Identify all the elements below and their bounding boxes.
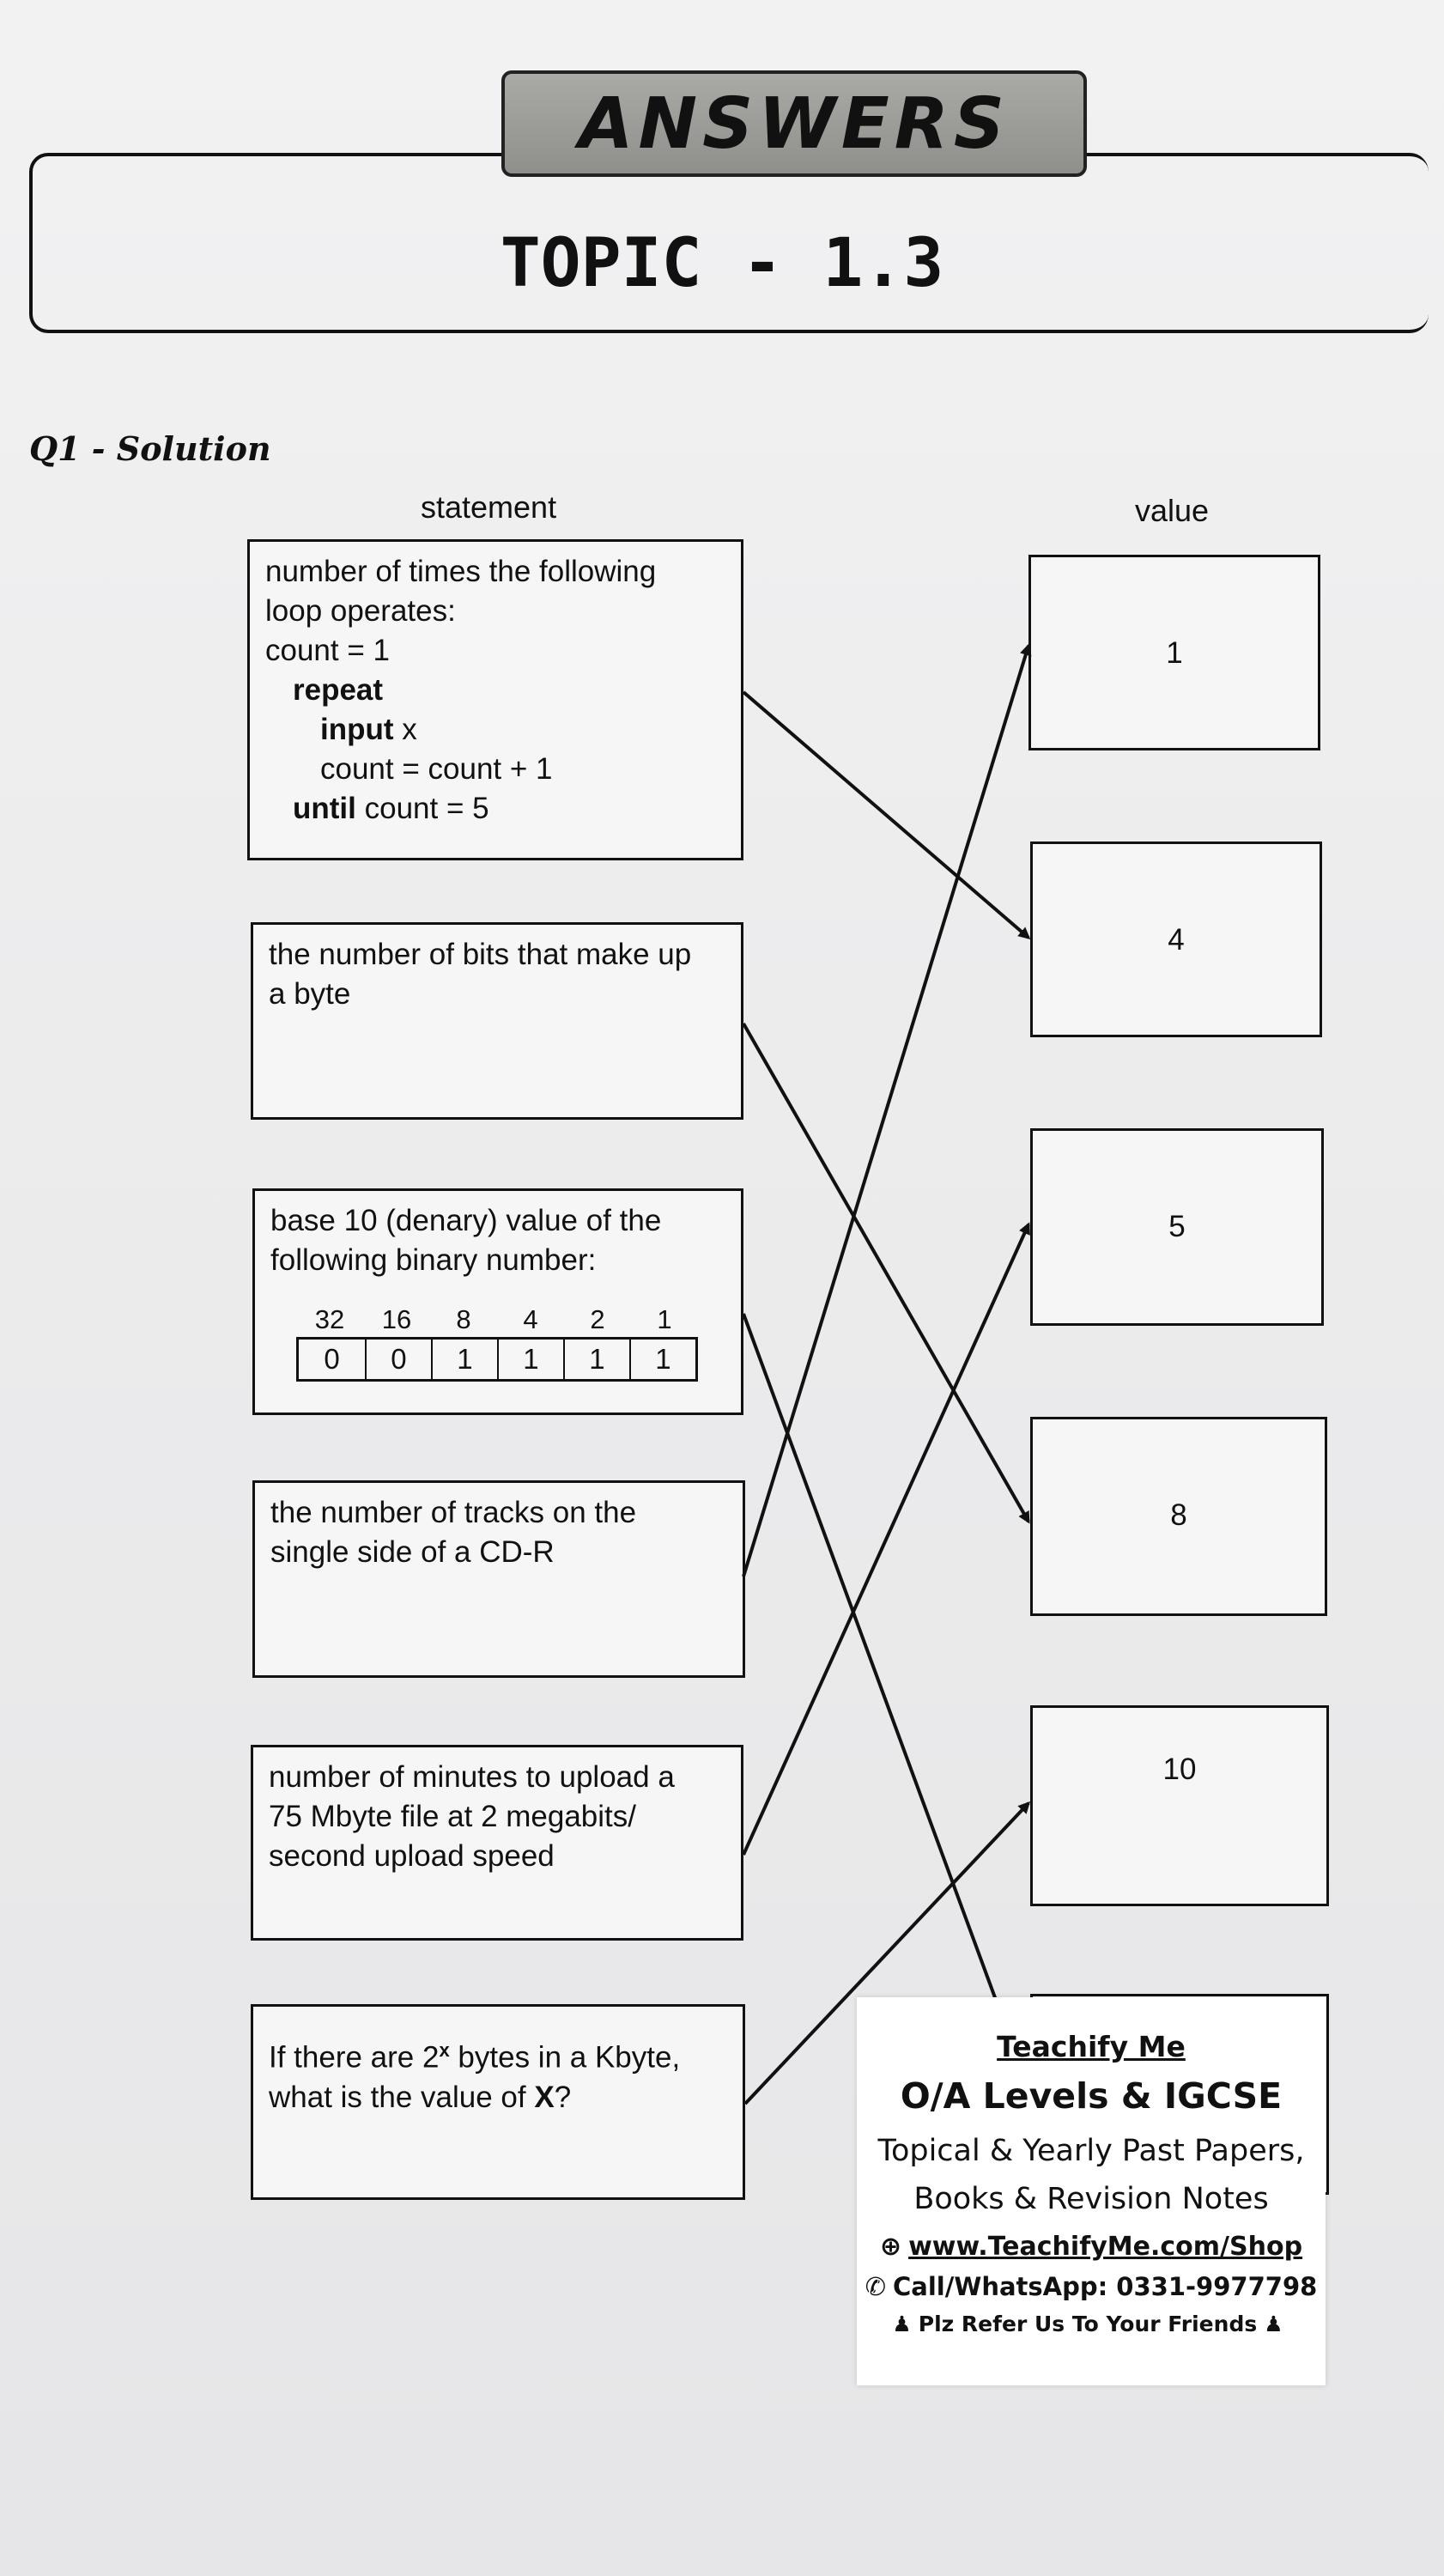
ad-line-1: Topical & Yearly Past Papers,	[877, 2134, 1305, 2168]
globe-icon: ⊕	[879, 2232, 902, 2262]
arrow-binary-to-hidden	[743, 1314, 999, 2009]
person-icon: ♟	[892, 2312, 912, 2336]
statement-line: base 10 (denary) value of the	[270, 1204, 662, 1237]
value-heading: value	[1135, 493, 1210, 528]
statement-line: 75 Mbyte file at 2 megabits/	[269, 1800, 636, 1833]
answers-banner-text: ANSWERS	[579, 82, 1010, 165]
value-text: 10	[1162, 1753, 1197, 1786]
statement-line: second upload speed	[269, 1839, 555, 1873]
question-title: Q1 - Solution	[29, 429, 271, 468]
place-value: 8	[456, 1304, 471, 1334]
value-text: 1	[1166, 636, 1183, 670]
statement-line: number of times the following	[265, 555, 657, 588]
value-text: 8	[1170, 1498, 1187, 1532]
statement-line: the number of bits that make up	[269, 938, 692, 971]
topic-title: TOPIC - 1.3	[500, 225, 944, 302]
ad-line-2: Books & Revision Notes	[913, 2182, 1269, 2216]
arrow-loop-to-4	[743, 692, 1028, 938]
ad-website[interactable]: ⊕ www.TeachifyMe.com/Shop	[879, 2232, 1303, 2262]
value-text: 5	[1168, 1210, 1186, 1243]
statement-line: If there are 2$^x$ bytes in a Kbyte,	[269, 2039, 681, 2075]
keyword-input: input	[320, 713, 394, 746]
place-value: 2	[590, 1304, 605, 1334]
statement-line: until count = 5	[293, 792, 489, 825]
place-value: 1	[657, 1304, 672, 1334]
statement-line: a byte	[269, 977, 351, 1011]
place-value: 32	[314, 1304, 345, 1334]
ad-headline: O/A Levels & IGCSE	[900, 2075, 1283, 2117]
binary-bit: 1	[629, 1340, 695, 1379]
keyword-repeat: repeat	[293, 673, 384, 707]
arrow-byte-to-8	[743, 1024, 1028, 1522]
arrow-minutes-to-5	[743, 1224, 1028, 1855]
binary-bit: 1	[431, 1340, 497, 1379]
statement-line: loop operates:	[265, 594, 456, 628]
statement-line: the number of tracks on the	[270, 1496, 637, 1529]
binary-bit: 0	[324, 1343, 340, 1375]
value-text: 4	[1168, 923, 1185, 957]
statement-line: count = 1	[265, 634, 390, 667]
place-value: 16	[381, 1304, 412, 1334]
statement-line: count = count + 1	[320, 752, 553, 786]
statement-line: single side of a CD-R	[270, 1535, 555, 1569]
binary-bit: 0	[365, 1340, 431, 1379]
binary-bit: 1	[563, 1340, 629, 1379]
statement-line: input x	[320, 713, 417, 746]
statement-heading: statement	[421, 489, 557, 525]
keyword-until: until	[293, 792, 356, 825]
ad-phone: ✆ Call/WhatsApp: 0331-9977798	[865, 2272, 1318, 2301]
statement-line: number of minutes to upload a	[269, 1760, 675, 1794]
statement-line: following binary number:	[270, 1243, 597, 1277]
phone-icon: ✆	[865, 2272, 886, 2301]
teachify-ad	[857, 1997, 1326, 2385]
person-icon: ♟	[1264, 2312, 1283, 2336]
ad-brand: Teachify Me	[997, 2030, 1186, 2063]
arrow-tracks-to-1	[743, 646, 1028, 1577]
place-value: 4	[523, 1304, 538, 1334]
binary-bit: 1	[497, 1340, 563, 1379]
ad-refer: ♟ Plz Refer Us To Your Friends ♟	[892, 2312, 1283, 2336]
statement-line: what is the value of X?	[269, 2080, 572, 2114]
